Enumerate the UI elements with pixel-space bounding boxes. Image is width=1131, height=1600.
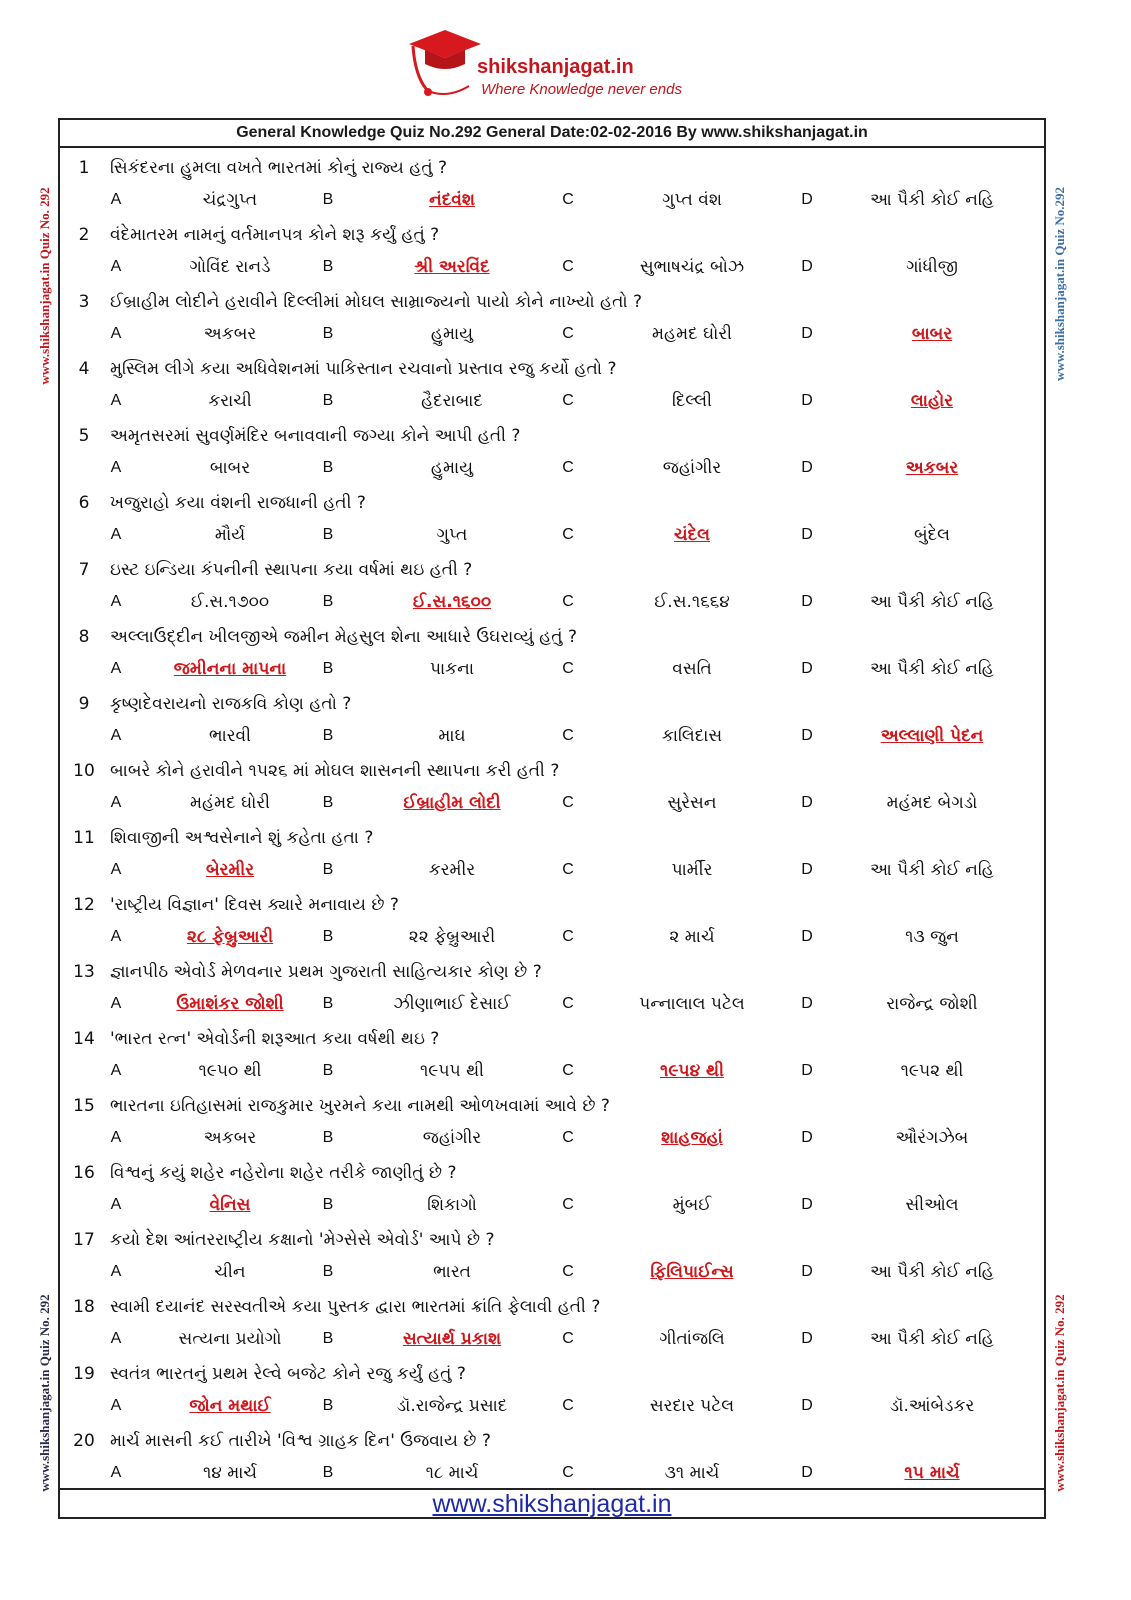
question-number: 11 bbox=[73, 828, 95, 848]
options-row bbox=[60, 186, 1044, 214]
answer-option: ગીતાંજલિ bbox=[659, 1329, 725, 1349]
option-letter: A bbox=[110, 325, 122, 342]
correct-answer-option: નંદવંશ bbox=[429, 190, 475, 210]
answer-option: ૧૮ માર્ચ bbox=[425, 1463, 479, 1483]
option-letter: A bbox=[110, 1062, 122, 1079]
question-block bbox=[60, 1290, 1044, 1357]
option-letter: B bbox=[322, 191, 334, 208]
question-row bbox=[60, 690, 1044, 718]
question-row bbox=[60, 1159, 1044, 1187]
option-letter: A bbox=[110, 191, 122, 208]
correct-answer-option: બાબર bbox=[911, 324, 953, 344]
option-letter: B bbox=[322, 794, 334, 811]
option-letter: A bbox=[110, 861, 122, 878]
answer-option: સરદાર પટેલ bbox=[649, 1396, 735, 1416]
answer-option: ઔરંગઝેબ bbox=[895, 1128, 969, 1148]
option-letter: D bbox=[801, 258, 813, 275]
footer-website-link[interactable]: www.shikshanjagat.in bbox=[432, 1490, 672, 1518]
question-row bbox=[60, 623, 1044, 651]
site-logo[interactable] bbox=[405, 26, 705, 110]
option-letter: D bbox=[801, 1397, 813, 1414]
option-letter: B bbox=[322, 1330, 334, 1347]
correct-answer-option: ૨૮ ફેબ્રુઆરી bbox=[186, 927, 274, 947]
options-row bbox=[60, 387, 1044, 415]
option-letter: C bbox=[562, 1464, 574, 1481]
answer-option: ૧૪ માર્ચ bbox=[202, 1463, 258, 1483]
question-number: 9 bbox=[78, 694, 90, 714]
option-letter: B bbox=[322, 861, 334, 878]
answer-option: સુરેસન bbox=[667, 793, 717, 813]
logo-tagline: Where Knowledge never ends bbox=[481, 81, 682, 98]
option-letter: B bbox=[322, 1464, 334, 1481]
question-number: 2 bbox=[78, 225, 90, 245]
answer-option: જહાંગીર bbox=[662, 458, 722, 478]
answer-option: ઈ.સ.૧૭૦૦ bbox=[190, 592, 270, 612]
answer-option: આ પૈકી કોઈ નહિ bbox=[870, 659, 994, 679]
option-letter: C bbox=[562, 191, 574, 208]
option-letter: B bbox=[322, 1263, 334, 1280]
question-number: 19 bbox=[73, 1364, 95, 1384]
option-letter: D bbox=[801, 928, 813, 945]
answer-option: પાર્મીર bbox=[671, 860, 713, 880]
option-letter: D bbox=[801, 1330, 813, 1347]
question-row bbox=[60, 489, 1044, 517]
question-block bbox=[60, 687, 1044, 754]
answer-option: ગુપ્ત bbox=[436, 525, 468, 545]
answer-option: મહંમદ ઘોરી bbox=[190, 793, 270, 813]
option-letter: C bbox=[562, 1196, 574, 1213]
option-letter: B bbox=[322, 459, 334, 476]
correct-answer-option: જમીનના માપના bbox=[173, 659, 287, 679]
question-block bbox=[60, 486, 1044, 553]
answer-option: પન્નાલાલ પટેલ bbox=[639, 994, 745, 1014]
graduation-cap-icon bbox=[405, 26, 485, 106]
question-block bbox=[60, 821, 1044, 888]
options-row bbox=[60, 1325, 1044, 1353]
question-block bbox=[60, 754, 1044, 821]
answer-option: સત્યના પ્રયોગો bbox=[178, 1329, 282, 1349]
answer-option: આ પૈકી કોઈ નહિ bbox=[870, 860, 994, 880]
answer-option: ૧૯૫૨ થી bbox=[900, 1061, 964, 1081]
option-letter: A bbox=[110, 1330, 122, 1347]
correct-answer-option: ૧૫ માર્ચ bbox=[904, 1463, 960, 1483]
option-letter: A bbox=[110, 258, 122, 275]
answer-option: ઝીણાભાઈ દેસાઈ bbox=[393, 994, 511, 1014]
question-text: અમૃતસરમાં સુવર્ણમંદિર બનાવવાની જગ્યા કોને આપી હતી ? bbox=[110, 426, 521, 446]
option-letter: A bbox=[110, 1129, 122, 1146]
question-number: 6 bbox=[78, 493, 90, 513]
option-letter: C bbox=[562, 392, 574, 409]
options-row bbox=[60, 1191, 1044, 1219]
option-letter: C bbox=[562, 1062, 574, 1079]
option-letter: D bbox=[801, 1129, 813, 1146]
options-row bbox=[60, 1258, 1044, 1286]
question-number: 10 bbox=[73, 761, 95, 781]
correct-answer-option: બેરમીર bbox=[205, 860, 255, 880]
answer-option: ૧૩ જુન bbox=[905, 927, 959, 947]
option-letter: B bbox=[322, 325, 334, 342]
question-block bbox=[60, 955, 1044, 1022]
options-row bbox=[60, 923, 1044, 951]
answer-option: ગુપ્ત વંશ bbox=[662, 190, 722, 210]
options-row bbox=[60, 789, 1044, 817]
option-letter: A bbox=[110, 1397, 122, 1414]
answer-option: મહંમદ બેગડો bbox=[886, 793, 978, 813]
answer-option: આ પૈકી કોઈ નહિ bbox=[870, 1329, 994, 1349]
question-text: અલ્લાઉદ્દીન ખીલજીએ જમીન મેહસુલ શેના આધારે ઉઘરાવ્યું હતું ? bbox=[110, 627, 577, 647]
correct-answer-option: સત્યાર્થ પ્રકાશ bbox=[402, 1329, 502, 1349]
option-letter: C bbox=[562, 1397, 574, 1414]
question-row bbox=[60, 1226, 1044, 1254]
option-letter: A bbox=[110, 459, 122, 476]
option-letter: C bbox=[562, 1263, 574, 1280]
options-row bbox=[60, 1392, 1044, 1420]
question-row bbox=[60, 1293, 1044, 1321]
question-text: સ્વતંત્ર ભારતનું પ્રથમ રેલ્વે બજેટ કોને રજુ કર્યું હતું ? bbox=[110, 1364, 466, 1384]
answer-option: મહમદ ઘોરી bbox=[652, 324, 732, 344]
answer-option: ૧૯૫૫ થી bbox=[419, 1061, 485, 1081]
option-letter: C bbox=[562, 258, 574, 275]
answer-option: પાકના bbox=[429, 659, 475, 679]
correct-answer-option: ઈ.સ.૧૬૦૦ bbox=[412, 592, 492, 612]
answer-option: બાબર bbox=[209, 458, 251, 478]
question-number: 4 bbox=[78, 359, 90, 379]
correct-answer-option: શ્રી અરવિંદ bbox=[414, 257, 490, 277]
option-letter: D bbox=[801, 1464, 813, 1481]
answer-option: માઘ bbox=[438, 726, 466, 746]
question-number: 18 bbox=[73, 1297, 95, 1317]
question-block bbox=[60, 1156, 1044, 1223]
options-row bbox=[60, 1124, 1044, 1152]
answer-option: આ પૈકી કોઈ નહિ bbox=[870, 190, 994, 210]
question-text: ઈબ્રાહીમ લોદીને હરાવીને દિલ્લીમાં મોઘલ સામ્રાજ્યનો પાયો કોને નાખ્યો હતો ? bbox=[110, 292, 643, 312]
question-text: બાબરે કોને હરાવીને ૧૫૨૬ માં મોઘલ શાસનની સ્થાપના કરી હતી ? bbox=[110, 761, 560, 781]
answer-option: ચીન bbox=[214, 1262, 246, 1282]
option-letter: D bbox=[801, 392, 813, 409]
answer-option: કરમીર bbox=[428, 860, 476, 880]
correct-answer-option: અકબર bbox=[905, 458, 959, 478]
option-letter: D bbox=[801, 794, 813, 811]
question-row bbox=[60, 1360, 1044, 1388]
answer-option: ઈ.સ.૧૬૬૪ bbox=[654, 592, 730, 612]
option-letter: B bbox=[322, 526, 334, 543]
question-number: 12 bbox=[73, 895, 95, 915]
question-row bbox=[60, 422, 1044, 450]
answer-option: જહાંગીર bbox=[422, 1128, 482, 1148]
options-row bbox=[60, 1057, 1044, 1085]
question-number: 1 bbox=[78, 158, 90, 178]
question-block bbox=[60, 218, 1044, 285]
options-row bbox=[60, 990, 1044, 1018]
answer-option: ૨ માર્ચ bbox=[669, 927, 715, 947]
option-letter: B bbox=[322, 593, 334, 610]
correct-answer-option: જોન મથાઈ bbox=[189, 1396, 271, 1416]
options-row bbox=[60, 655, 1044, 683]
answer-option: ૧૯૫૦ થી bbox=[198, 1061, 262, 1081]
question-row bbox=[60, 1427, 1044, 1455]
question-block bbox=[60, 888, 1044, 955]
question-row bbox=[60, 556, 1044, 584]
question-number: 14 bbox=[73, 1029, 95, 1049]
option-letter: D bbox=[801, 459, 813, 476]
question-text: 'રાષ્ટ્રીય વિજ્ઞાન' દિવસ ક્યારે મનાવાય છે ? bbox=[110, 895, 399, 915]
option-letter: D bbox=[801, 325, 813, 342]
question-number: 7 bbox=[78, 560, 90, 580]
correct-answer-option: અલ્લાણી પેદન bbox=[880, 726, 984, 746]
option-letter: D bbox=[801, 526, 813, 543]
answer-option: હુમાયુ bbox=[430, 324, 474, 344]
answer-option: વસતિ bbox=[672, 659, 712, 679]
question-text: કયો દેશ આંતરરાષ્ટ્રીય કક્ષાનો 'મેગ્સેસે એવોર્ડ' આપે છે ? bbox=[110, 1230, 495, 1250]
option-letter: B bbox=[322, 1397, 334, 1414]
option-letter: A bbox=[110, 1196, 122, 1213]
option-letter: A bbox=[110, 526, 122, 543]
question-number: 15 bbox=[73, 1096, 95, 1116]
side-label-right-bottom: www.shikshanjagat.in Quiz No. 292 bbox=[1052, 1294, 1067, 1492]
question-text: માર્ચ માસની કઈ તારીખે 'વિશ્વ ગ્રાહક દિન' ઉજવાય છે ? bbox=[110, 1431, 491, 1451]
option-letter: A bbox=[110, 392, 122, 409]
question-list bbox=[60, 151, 1044, 1491]
question-row bbox=[60, 958, 1044, 986]
quiz-header: General Knowledge Quiz No.292 General Date:02-02-2016 By www.shikshanjagat.in bbox=[60, 120, 1044, 148]
option-letter: D bbox=[801, 593, 813, 610]
answer-option: આ પૈકી કોઈ નહિ bbox=[870, 592, 994, 612]
answer-option: મુંબઈ bbox=[672, 1195, 712, 1215]
option-letter: C bbox=[562, 526, 574, 543]
option-letter: A bbox=[110, 660, 122, 677]
answer-option: હુમાયુ bbox=[430, 458, 474, 478]
side-label-left-top: www.shikshanjagat.in Quiz No. 292 bbox=[37, 187, 52, 385]
option-letter: B bbox=[322, 1196, 334, 1213]
correct-answer-option: શાહજહાં bbox=[661, 1128, 723, 1148]
question-text: ભારતના ઇતિહાસમાં રાજકુમાર ખુરમને કયા નામથી ઓળખવામાં આવે છે ? bbox=[110, 1096, 610, 1116]
options-row bbox=[60, 856, 1044, 884]
answer-option: ભારત bbox=[433, 1262, 471, 1282]
options-row bbox=[60, 588, 1044, 616]
option-letter: A bbox=[110, 928, 122, 945]
question-block bbox=[60, 419, 1044, 486]
option-letter: A bbox=[110, 1464, 122, 1481]
question-block bbox=[60, 1357, 1044, 1424]
logo-site-name: shikshanjagat.in bbox=[477, 56, 634, 78]
options-row bbox=[60, 722, 1044, 750]
answer-option: અકબર bbox=[203, 324, 257, 344]
question-text: મુસ્લિમ લીગે કયા અધિવેશનમાં પાકિસ્તાન રચવાનો પ્રસ્તાવ રજુ કર્યો હતો ? bbox=[110, 359, 617, 379]
options-row bbox=[60, 320, 1044, 348]
question-text: શિવાજીની અશ્વસેનાને શું કહેતા હતા ? bbox=[110, 828, 374, 848]
question-text: કૃષ્ણદેવરાયનો રાજકવિ કોણ હતો ? bbox=[110, 694, 352, 714]
option-letter: C bbox=[562, 459, 574, 476]
question-row bbox=[60, 355, 1044, 383]
question-block bbox=[60, 1424, 1044, 1491]
question-row bbox=[60, 757, 1044, 785]
question-block bbox=[60, 1022, 1044, 1089]
correct-answer-option: ૧૯૫૪ થી bbox=[660, 1061, 724, 1081]
question-block bbox=[60, 1223, 1044, 1290]
question-number: 17 bbox=[73, 1230, 95, 1250]
option-letter: D bbox=[801, 1062, 813, 1079]
option-letter: C bbox=[562, 1129, 574, 1146]
answer-option: ચંદ્રગુપ્ત bbox=[202, 190, 258, 210]
option-letter: A bbox=[110, 1263, 122, 1280]
answer-option: કરાચી bbox=[208, 391, 252, 411]
option-letter: D bbox=[801, 191, 813, 208]
option-letter: B bbox=[322, 660, 334, 677]
answer-option: મૌર્ય bbox=[214, 525, 246, 545]
option-letter: A bbox=[110, 794, 122, 811]
answer-option: ૨૨ ફેબ્રુઆરી bbox=[408, 927, 496, 947]
question-row bbox=[60, 154, 1044, 182]
option-letter: D bbox=[801, 1263, 813, 1280]
question-text: ખજુરાહો કયા વંશની રાજધાની હતી ? bbox=[110, 493, 366, 513]
question-text: સિકંદરના હુમલા વખતે ભારતમાં કોનું રાજ્ય હતું ? bbox=[110, 158, 448, 178]
correct-answer-option: ઈબ્રાહીમ લોદી bbox=[403, 793, 501, 813]
question-text: 'ભારત રત્ન' એવોર્ડની શરૂઆત કયા વર્ષથી થઇ ? bbox=[110, 1029, 440, 1049]
option-letter: D bbox=[801, 861, 813, 878]
question-block bbox=[60, 1089, 1044, 1156]
answer-option: હૈદરાબાદ bbox=[421, 391, 483, 411]
option-letter: C bbox=[562, 325, 574, 342]
question-row bbox=[60, 221, 1044, 249]
option-letter: B bbox=[322, 928, 334, 945]
option-letter: B bbox=[322, 1062, 334, 1079]
question-text: વિશ્વનું કયું શહેર નહેરોના શહેર તરીકે જાણીતું છે ? bbox=[110, 1163, 457, 1183]
options-row bbox=[60, 1459, 1044, 1487]
question-block bbox=[60, 285, 1044, 352]
answer-option: દિલ્લી bbox=[672, 391, 712, 411]
correct-answer-option: વેનિસ bbox=[209, 1195, 251, 1215]
option-letter: B bbox=[322, 1129, 334, 1146]
option-letter: C bbox=[562, 1330, 574, 1347]
option-letter: D bbox=[801, 660, 813, 677]
answer-option: સીઓલ bbox=[905, 1195, 959, 1215]
correct-answer-option: ઉમાશંકર જોશી bbox=[176, 994, 284, 1014]
answer-option: ભારવી bbox=[208, 726, 251, 746]
answer-option: ગોવિંદ રાનડે bbox=[189, 257, 271, 277]
question-block bbox=[60, 352, 1044, 419]
side-label-left-bottom: www.shikshanjagat.in Quiz No. 292 bbox=[37, 1294, 52, 1492]
question-row bbox=[60, 1092, 1044, 1120]
question-block bbox=[60, 620, 1044, 687]
question-number: 13 bbox=[73, 962, 95, 982]
question-text: સ્વામી દયાનંદ સરસ્વતીએ કયા પુસ્તક દ્વારા ભારતમાં ક્રાંતિ ફેલાવી હતી ? bbox=[110, 1297, 601, 1317]
question-block bbox=[60, 553, 1044, 620]
option-letter: A bbox=[110, 995, 122, 1012]
answer-option: શિકાગો bbox=[427, 1195, 477, 1215]
option-letter: D bbox=[801, 995, 813, 1012]
quiz-sheet bbox=[58, 118, 1046, 1519]
option-letter: B bbox=[322, 995, 334, 1012]
options-row bbox=[60, 521, 1044, 549]
correct-answer-option: ચંદેલ bbox=[674, 525, 710, 545]
options-row bbox=[60, 454, 1044, 482]
option-letter: C bbox=[562, 727, 574, 744]
answer-option: સુભાષચંદ્ર બોઝ bbox=[639, 257, 745, 277]
option-letter: C bbox=[562, 861, 574, 878]
answer-option: આ પૈકી કોઈ નહિ bbox=[870, 1262, 994, 1282]
question-block bbox=[60, 151, 1044, 218]
answer-option: ૩૧ માર્ચ bbox=[664, 1463, 720, 1483]
question-text: વંદેમાતરમ નામનું વર્તમાનપત્ર કોને શરૂ કર્યું હતું ? bbox=[110, 225, 440, 245]
question-number: 5 bbox=[78, 426, 90, 446]
option-letter: B bbox=[322, 392, 334, 409]
answer-option: રાજેન્દ્ર જોશી bbox=[886, 994, 978, 1014]
question-row bbox=[60, 288, 1044, 316]
question-row bbox=[60, 824, 1044, 852]
option-letter: A bbox=[110, 727, 122, 744]
question-row bbox=[60, 1025, 1044, 1053]
option-letter: C bbox=[562, 593, 574, 610]
question-number: 3 bbox=[78, 292, 90, 312]
answer-option: અકબર bbox=[203, 1128, 257, 1148]
correct-answer-option: ફિલિપાઈન્સ bbox=[650, 1262, 734, 1282]
question-text: જ્ઞાનપીઠ એવોર્ડ મેળવનાર પ્રથમ ગુજરાતી સાહિત્યકાર કોણ છે ? bbox=[110, 962, 542, 982]
answer-option: ગાંધીજી bbox=[906, 257, 958, 277]
question-text: ઇસ્ટ ઇન્ડિયા કંપનીની સ્થાપના કયા વર્ષમાં થઇ હતી ? bbox=[110, 560, 473, 580]
option-letter: A bbox=[110, 593, 122, 610]
quiz-footer bbox=[60, 1488, 1044, 1519]
option-letter: C bbox=[562, 995, 574, 1012]
answer-option: ડૉ.રાજેન્દ્ર પ્રસાદ bbox=[396, 1396, 508, 1416]
answer-option: ડૉ.આંબેડકર bbox=[889, 1396, 975, 1416]
question-number: 16 bbox=[73, 1163, 95, 1183]
side-label-right-top: www.shikshanjagat.in Quiz No.292 bbox=[1052, 187, 1067, 381]
option-letter: C bbox=[562, 928, 574, 945]
answer-option: કાલિદાસ bbox=[661, 726, 723, 746]
option-letter: C bbox=[562, 660, 574, 677]
correct-answer-option: લાહોર bbox=[910, 391, 954, 411]
option-letter: C bbox=[562, 794, 574, 811]
question-number: 20 bbox=[73, 1431, 95, 1451]
option-letter: D bbox=[801, 1196, 813, 1213]
option-letter: B bbox=[322, 727, 334, 744]
option-letter: D bbox=[801, 727, 813, 744]
answer-option: બુંદેલ bbox=[913, 525, 950, 545]
question-number: 8 bbox=[78, 627, 90, 647]
question-row bbox=[60, 891, 1044, 919]
options-row bbox=[60, 253, 1044, 281]
option-letter: B bbox=[322, 258, 334, 275]
